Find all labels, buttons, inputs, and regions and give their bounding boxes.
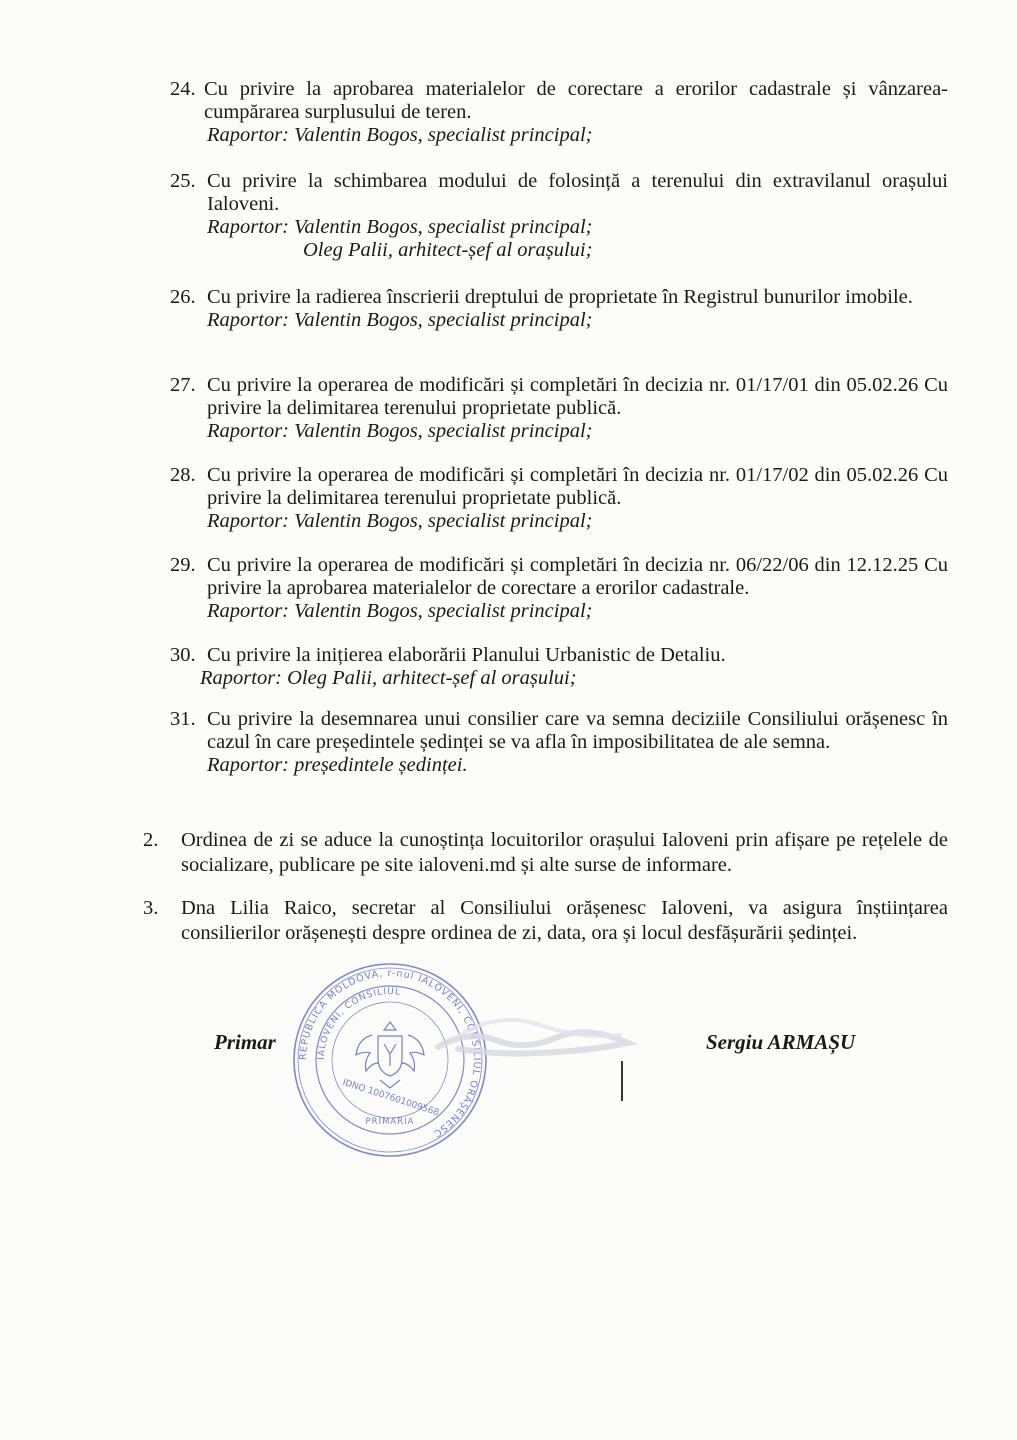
- agenda-item-26: [170, 286, 948, 332]
- signatory-role: Primar: [214, 1030, 276, 1054]
- handwritten-signature: [430, 995, 670, 1105]
- item-number: 31.: [170, 708, 196, 730]
- item-raportor: Raportor: Valentin Bogos, specialist principal;: [207, 510, 593, 532]
- stamp-outer-text: REPUBLICA MOLDOVA, r-nul IALOVENI, CONSILIUL ORĂȘENESC: [297, 967, 483, 1140]
- item-number: 28.: [170, 464, 196, 486]
- item-number: 25.: [170, 170, 196, 192]
- item-raportor-2: Oleg Palii, arhitect-șef al orașului;: [303, 239, 593, 261]
- stamp-idno: IDNO 1007601009568: [341, 1077, 441, 1119]
- item-raportor: Raportor: președintele ședinței.: [207, 754, 468, 776]
- stamp-inner-text: IALOVENI, CONSILIUL: [316, 986, 402, 1061]
- item-number: 24.: [170, 78, 196, 100]
- agenda-item-29: [170, 554, 948, 623]
- paragraph-text: Dna Lilia Raico, secretar al Consiliului orășenesc Ialoveni, va asigura înștiințarea consilierilor orășenești despre ordinea de zi, data, ora și locul desfășurării ședinței.: [181, 897, 948, 944]
- paragraph-3: [143, 896, 948, 946]
- item-raportor: Raportor: Valentin Bogos, specialist principal;: [207, 309, 593, 331]
- signatory-name: Sergiu ARMAȘU: [706, 1030, 856, 1054]
- agenda-item-27: [170, 374, 948, 443]
- agenda-item-24: [170, 78, 948, 147]
- item-raportor: Raportor: Valentin Bogos, specialist principal;: [207, 600, 593, 622]
- item-text: Cu privire la radierea înscrierii dreptului de proprietate în Registrul bunurilor imobile.: [207, 286, 913, 308]
- agenda-item-25: [170, 170, 948, 262]
- item-number: 27.: [170, 374, 196, 396]
- paragraph-number: 3.: [143, 897, 159, 919]
- item-number: 29.: [170, 554, 196, 576]
- item-text: Cu privire la desemnarea unui consilier care va semna deciziile Consiliului orășenesc în cazul în care președintele ședinței se va afla în imposibilitatea de ale semna.: [207, 708, 948, 753]
- paragraph-2: [143, 828, 948, 878]
- item-text: Cu privire la operarea de modificări și completări în decizia nr. 01/17/02 din 05.02.26 Cu privire la delimitarea terenului proprietate publică.: [207, 464, 948, 509]
- item-text: Cu privire la schimbarea modului de folosință a terenului din extravilanul orașului Ialoveni.: [207, 170, 948, 215]
- item-text: Cu privire la aprobarea materialelor de corectare a erorilor cadastrale și vânzarea-cumpărarea surplusului de teren.: [204, 78, 948, 123]
- item-raportor: Raportor: Valentin Bogos, specialist principal;: [207, 420, 593, 442]
- paragraph-number: 2.: [143, 829, 159, 851]
- item-number: 30.: [170, 644, 196, 666]
- paragraph-text: Ordinea de zi se aduce la cunoștința locuitorilor orașului Ialoveni prin afișare pe rețelele de socializare, publicare pe site ialoveni.md și alte surse de informare.: [181, 829, 948, 876]
- stamp-bottom-text: PRIMARIA: [365, 1117, 415, 1127]
- agenda-item-31: [170, 708, 948, 777]
- agenda-item-28: [170, 464, 948, 533]
- item-text: Cu privire la operarea de modificări și completări în decizia nr. 06/22/06 din 12.12.25 Cu privire la aprobarea materialelor de corectare a erorilor cadastrale.: [207, 554, 948, 599]
- item-text: Cu privire la operarea de modificări și completări în decizia nr. 01/17/01 din 05.02.26 Cu privire la delimitarea terenului proprietate publică.: [207, 374, 948, 419]
- item-raportor: Raportor: Valentin Bogos, specialist principal;: [207, 124, 593, 146]
- agenda-item-30: [170, 644, 948, 690]
- item-raportor: Raportor: Valentin Bogos, specialist principal;: [207, 216, 593, 238]
- item-raportor: Raportor: Oleg Palii, arhitect-șef al orașului;: [200, 667, 577, 689]
- coat-of-arms-icon: [356, 1022, 424, 1088]
- item-number: 26.: [170, 286, 196, 308]
- item-text: Cu privire la inițierea elaborării Planului Urbanistic de Detaliu.: [207, 644, 726, 666]
